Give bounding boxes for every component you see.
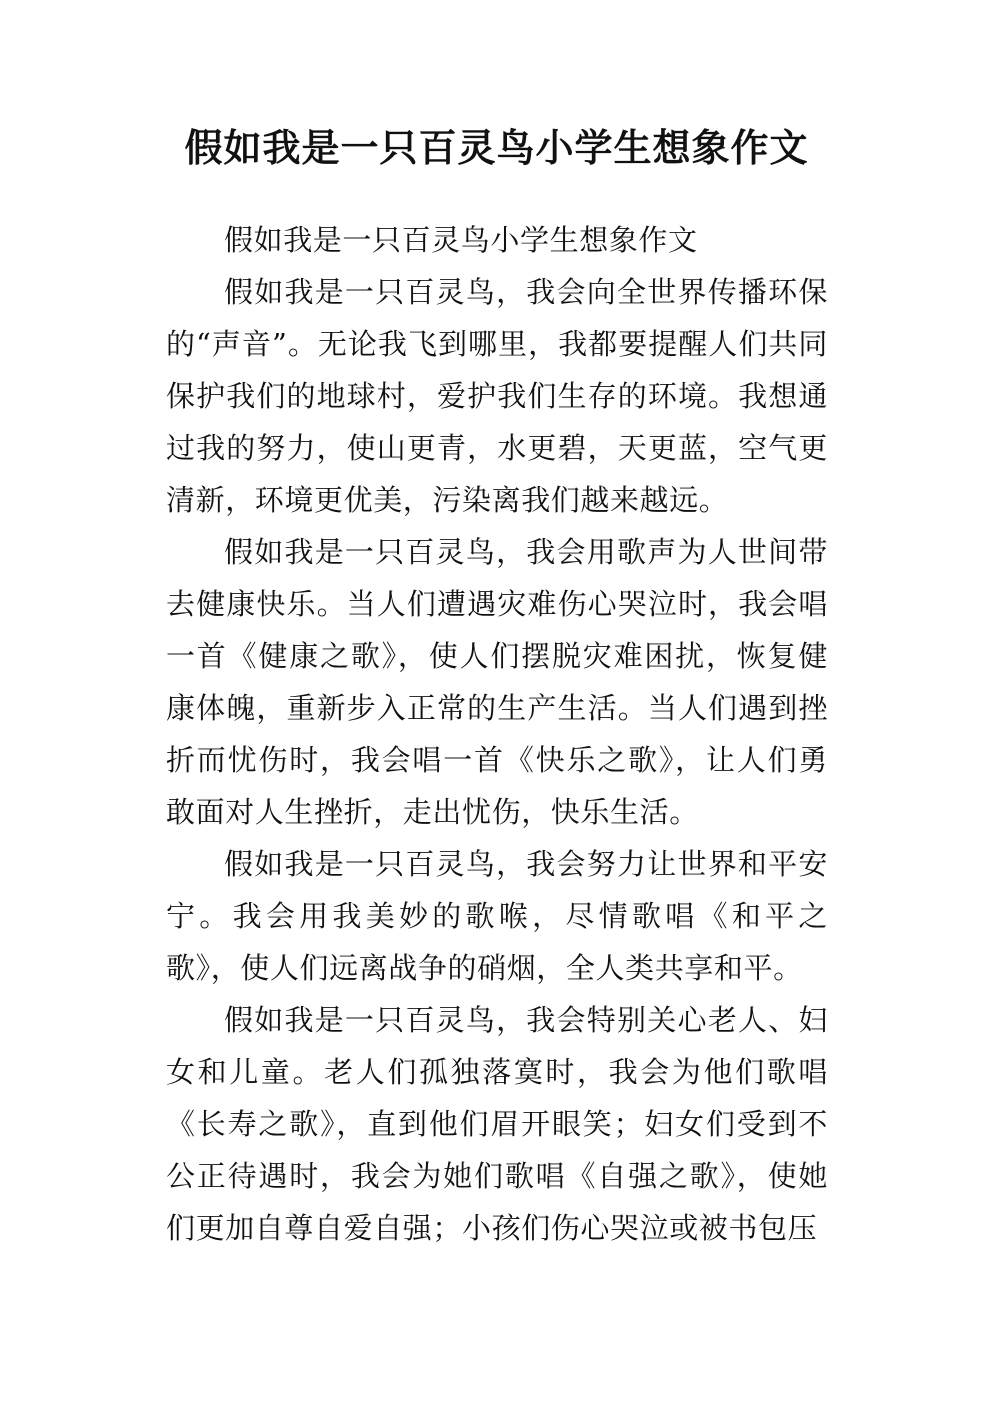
paragraph-subtitle: 假如我是一只百灵鸟小学生想象作文 xyxy=(224,223,698,257)
paragraph: 假如我是一只百灵鸟，我会向全世界传播环保的“声音”。无论我飞到哪里，我都要提醒人们共同保护我们的地球村，爱护我们生存的环境。我想通过我的努力，使山更青，水更碧，天更蓝，空气更清新，环境更优美，污染离我们越来越远。 xyxy=(166,275,828,517)
paragraph: 假如我是一只百灵鸟，我会努力让世界和平安宁。我会用我美妙的歌喉，尽情歌唱《和平之歌》，使人们远离战争的硝烟，全人类共享和平。 xyxy=(166,847,828,985)
paragraph: 假如我是一只百灵鸟，我会特别关心老人、妇女和儿童。老人们孤独落寞时，我会为他们歌唱《长寿之歌》，直到他们眉开眼笑；妇女们受到不公正待遇时，我会为她们歌唱《自强之歌》，使她们更加自尊自爱自强；小孩们伤心哭泣或被书包压 xyxy=(166,1003,828,1245)
document-body xyxy=(166,214,828,1254)
paragraph: 假如我是一只百灵鸟，我会用歌声为人世间带去健康快乐。当人们遭遇灾难伤心哭泣时，我会唱一首《健康之歌》，使人们摆脱灾难困扰，恢复健康体魄，重新步入正常的生产生活。当人们遇到挫折而忧伤时，我会唱一首《快乐之歌》，让人们勇敢面对人生挫折，走出忧伤，快乐生活。 xyxy=(166,535,828,829)
document-title: 假如我是一只百灵鸟小学生想象作文 xyxy=(184,126,809,170)
